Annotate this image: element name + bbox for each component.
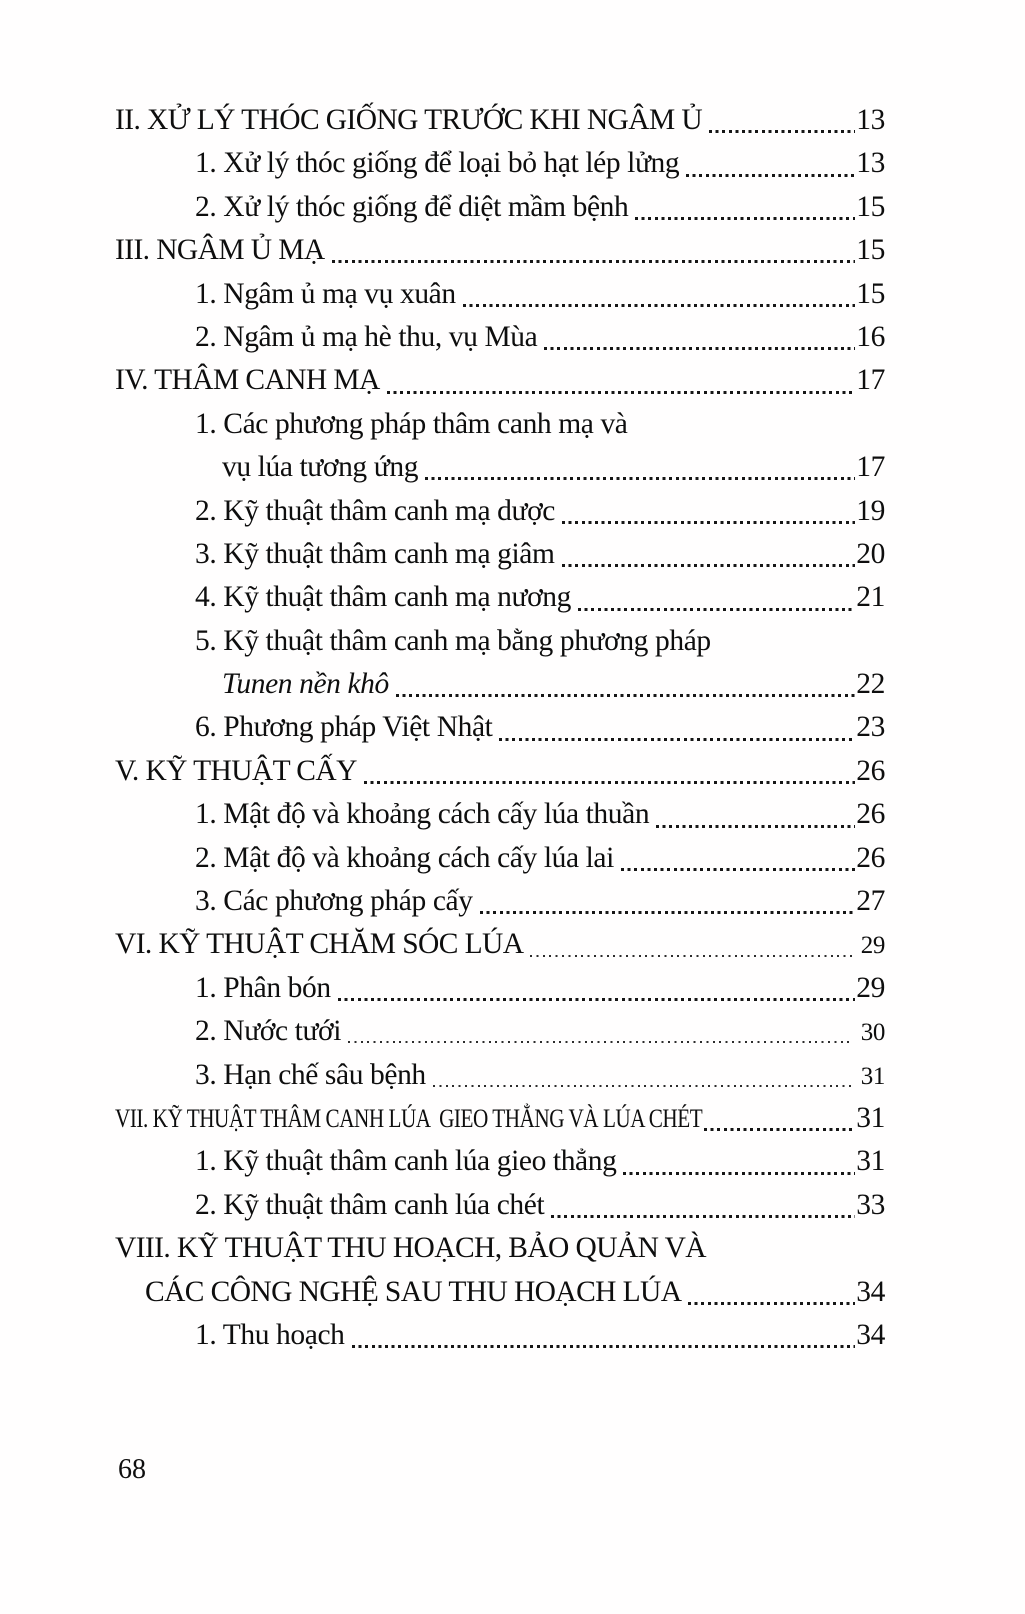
toc-entry-page: 27 xyxy=(856,885,885,918)
toc-entry xyxy=(115,1097,885,1140)
toc-entry xyxy=(195,793,885,836)
dot-leader xyxy=(551,1184,855,1227)
dot-leader xyxy=(544,316,855,359)
toc-entry xyxy=(195,880,885,923)
toc-entry xyxy=(195,142,885,185)
toc-entry-text: 3. Hạn chế sâu bệnh xyxy=(195,1058,426,1091)
toc-entry-page: 29 xyxy=(856,971,885,1004)
toc-entry-page: 13 xyxy=(856,104,885,136)
toc-entry-page: 34 xyxy=(856,1275,885,1308)
dot-leader xyxy=(635,186,855,229)
toc-entry-text: V. KỸ THUẬT CẤY xyxy=(115,754,357,787)
toc-entry-text: Tunen nền khô xyxy=(222,668,389,701)
toc-entry-page: 15 xyxy=(856,234,885,267)
dot-leader xyxy=(623,1140,855,1183)
toc-entry-page: 16 xyxy=(856,320,885,353)
dot-leader xyxy=(562,533,856,576)
toc-entry-page: 34 xyxy=(856,1318,885,1351)
toc-entry xyxy=(195,620,885,663)
toc-entry-text: vụ lúa tương ứng xyxy=(222,451,419,484)
dot-leader xyxy=(463,273,856,316)
toc-entry xyxy=(195,533,885,576)
toc-entry xyxy=(115,99,885,142)
toc-entry-text: 2. Kỹ thuật thâm canh lúa chét xyxy=(195,1188,545,1221)
dot-leader xyxy=(621,837,855,880)
toc-entry-text: 1. Phân bón xyxy=(195,971,331,1004)
toc-entry xyxy=(195,186,885,229)
dot-leader xyxy=(338,967,856,1010)
toc-entry-text: 1. Mật độ và khoảng cách cấy lúa thuần xyxy=(195,798,650,831)
toc-entry xyxy=(115,750,885,793)
toc-entry-text: 5. Kỹ thuật thâm canh mạ bằng phương pháp xyxy=(195,624,711,657)
toc-entry xyxy=(195,1010,885,1053)
dot-leader xyxy=(499,706,855,749)
toc-entry xyxy=(145,1271,885,1314)
toc-entry-text: 1. Thu hoạch xyxy=(195,1318,345,1351)
toc-entry xyxy=(195,967,885,1010)
toc-entry-text: 3. Kỹ thuật thâm canh mạ giâm xyxy=(195,537,555,570)
dot-leader xyxy=(562,490,855,533)
toc-entry-page: 23 xyxy=(856,711,885,744)
toc-entry xyxy=(222,446,885,489)
toc-entry xyxy=(195,1054,885,1097)
toc-entry xyxy=(195,273,885,316)
toc-entry-page: 17 xyxy=(856,451,885,484)
toc-entry-page: 15 xyxy=(856,190,885,223)
dot-leader xyxy=(688,1271,855,1314)
dot-leader xyxy=(433,1054,853,1097)
dot-leader xyxy=(364,750,856,793)
toc-entry-text: 3. Các phương pháp cấy xyxy=(195,885,473,918)
toc-entry xyxy=(195,837,885,880)
page-number: 68 xyxy=(118,1454,146,1485)
toc-entry-page: 31 xyxy=(856,1145,885,1178)
toc-entry-text: 1. Kỹ thuật thâm canh lúa gieo thẳng xyxy=(195,1145,617,1178)
toc-entry-page: 26 xyxy=(856,754,885,787)
toc-entry-text: 2. Mật độ và khoảng cách cấy lúa lai xyxy=(195,841,614,874)
toc-entry xyxy=(115,1227,885,1270)
toc-entry-text: VII. KỸ THUẬT THÂM CANH LÚA GIEO THẲNG VÀ LÚA CHÉT xyxy=(115,1102,703,1133)
toc-entry xyxy=(195,1184,885,1227)
dot-leader xyxy=(578,576,855,619)
toc-entry-page: 29 xyxy=(860,932,885,960)
toc-entry-text: II. XỬ LÝ THÓC GIỐNG TRƯỚC KHI NGÂM Ủ xyxy=(115,104,703,136)
dot-leader xyxy=(352,1314,856,1357)
toc-entry xyxy=(195,706,885,749)
toc-entry-text: 1. Ngâm ủ mạ vụ xuân xyxy=(195,277,456,310)
toc-entry xyxy=(195,316,885,359)
toc-entry-text: 2. Kỹ thuật thâm canh mạ dược xyxy=(195,494,555,527)
toc-entry-text: 2. Xử lý thóc giống để diệt mầm bệnh xyxy=(195,190,629,223)
toc-entry-page: 15 xyxy=(856,277,885,310)
toc-entry-page: 17 xyxy=(856,364,885,397)
toc-entry xyxy=(195,576,885,619)
toc-entry xyxy=(195,403,885,446)
toc-entry-text: 1. Các phương pháp thâm canh mạ và xyxy=(195,407,628,440)
toc-entry xyxy=(195,1140,885,1183)
toc-entry-text: 2. Nước tưới xyxy=(195,1015,342,1048)
dot-leader xyxy=(332,229,856,272)
toc-entry-page: 26 xyxy=(856,841,885,874)
toc-entry-page: 13 xyxy=(856,147,885,180)
toc-entry-text: III. NGÂM Ủ MẠ xyxy=(115,234,325,267)
toc-entry-text: 1. Xử lý thóc giống để loại bỏ hạt lép lửng xyxy=(195,147,680,180)
dot-leader xyxy=(656,793,855,836)
toc-entry-page: 21 xyxy=(856,581,885,614)
toc-entry-page: 30 xyxy=(860,1019,885,1047)
toc-entry-text: VI. KỸ THUẬT CHĂM SÓC LÚA xyxy=(115,928,524,961)
toc-entry-text: 2. Ngâm ủ mạ hè thu, vụ Mùa xyxy=(195,320,538,353)
toc-entry-text: 6. Phương pháp Việt Nhật xyxy=(195,711,493,744)
toc-entry-page: 20 xyxy=(856,537,885,570)
toc-entry-page: 22 xyxy=(856,668,885,701)
toc-entry-page: 33 xyxy=(856,1188,885,1221)
toc-entry xyxy=(222,663,885,706)
dot-leader xyxy=(704,1097,855,1140)
dot-leader xyxy=(425,446,855,489)
dot-leader xyxy=(480,880,856,923)
dot-leader xyxy=(530,923,852,966)
dot-leader xyxy=(387,359,856,402)
toc xyxy=(115,99,885,1357)
dot-leader xyxy=(396,663,855,706)
toc-entry xyxy=(195,1314,885,1357)
toc-entry-page: 26 xyxy=(856,798,885,831)
toc-entry xyxy=(115,359,885,402)
toc-entry-page: 31 xyxy=(856,1101,885,1134)
toc-entry-text: 4. Kỹ thuật thâm canh mạ nương xyxy=(195,581,571,614)
dot-leader xyxy=(348,1010,853,1053)
toc-entry-page: 19 xyxy=(856,494,885,527)
toc-entry-text: VIII. KỸ THUẬT THU HOẠCH, BẢO QUẢN VÀ xyxy=(115,1232,707,1265)
toc-entry xyxy=(115,923,885,966)
toc-entry xyxy=(115,229,885,272)
toc-entry-text: CÁC CÔNG NGHỆ SAU THU HOẠCH LÚA xyxy=(145,1275,682,1308)
dot-leader xyxy=(686,142,855,185)
toc-entry-text: IV. THÂM CANH MẠ xyxy=(115,364,380,397)
dot-leader xyxy=(709,99,855,142)
toc-entry-page: 31 xyxy=(860,1062,885,1090)
toc-entry xyxy=(195,490,885,533)
